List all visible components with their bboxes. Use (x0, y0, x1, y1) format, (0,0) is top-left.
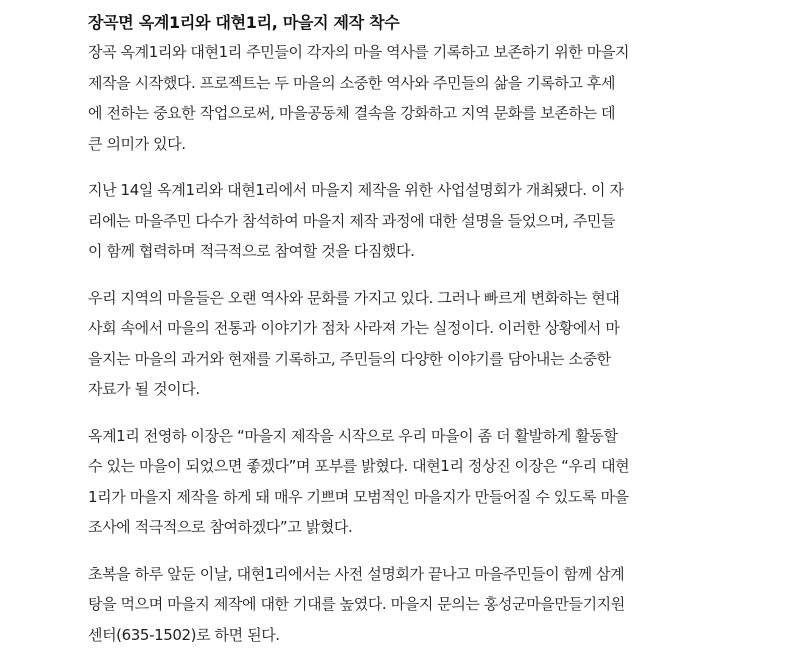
article-paragraph (88, 559, 668, 651)
paragraph-line: 자료가 될 것이다. (88, 380, 200, 398)
paragraph-line: 1리가 마을지 제작을 하게 돼 매우 기쁘며 모범적인 마을지가 만들어질 수 있도록 마을 (88, 487, 629, 506)
article-paragraph (88, 283, 668, 405)
paragraph-line: 우리 지역의 마을들은 오랜 역사와 문화를 가지고 있다. 그러나 빠르게 변화하는 현대 (88, 288, 620, 307)
paragraph-line: 제작을 시작했다. 프로젝트는 두 마을의 소중한 역사와 주민들의 삶을 기록하고 후세 (88, 73, 616, 92)
article-body (88, 37, 668, 650)
article-paragraph (88, 175, 668, 267)
paragraph-line: 사회 속에서 마을의 전통과 이야기가 점차 사라져 가는 실정이다. 이러한 상황에서 마 (88, 319, 620, 337)
paragraph-line: 센터(635-1502)로 하면 된다. (88, 625, 280, 644)
article-paragraph (88, 37, 668, 159)
paragraph-line: 장곡 옥계1리와 대현1리 주민들이 각자의 마을 역사를 기록하고 보존하기 위한 마을지 (88, 43, 630, 61)
paragraph-line: 탕을 먹으며 마을지 제작에 대한 기대를 높였다. 마을지 문의는 홍성군마을만들기지원 (88, 595, 625, 613)
article-title: 장곡면 옥계1리와 대현1리, 마을지 제작 착수 (88, 13, 400, 32)
paragraph-line: 을지는 마을의 과거와 현재를 기록하고, 주민들의 다양한 이야기를 담아내는 소중한 (88, 349, 611, 368)
paragraph-line: 큰 의미가 있다. (88, 134, 186, 153)
paragraph-line: 옥계1리 전영하 이장은 “마을지 제작을 시작으로 우리 마을이 좀 더 활발하게 활동할 (88, 426, 618, 445)
paragraph-line: 수 있는 마을이 되었으면 좋겠다”며 포부를 밝혔다. 대현1리 정상진 이장은 “우리 대현 (88, 457, 630, 475)
paragraph-line: 이 함께 협력하며 적극적으로 참여할 것을 다짐했다. (88, 242, 415, 260)
article-paragraph (88, 421, 668, 543)
paragraph-line: 에 전하는 중요한 작업으로써, 마을공동체 결속을 강화하고 지역 문화를 보존하는 데 (88, 104, 616, 122)
paragraph-line: 조사에 적극적으로 참여하겠다”고 밝혔다. (88, 518, 353, 536)
paragraph-line: 지난 14일 옥계1리와 대현1리에서 마을지 제작을 위한 사업설명회가 개최됐다. 이 자 (88, 181, 624, 199)
paragraph-line: 초복을 하루 앞둔 이날, 대현1리에서는 사전 설명회가 끝나고 마을주민들이 함께 삼계 (88, 564, 625, 583)
article (88, 9, 668, 666)
paragraph-line: 리에는 마을주민 다수가 참석하여 마을지 제작 과정에 대한 설명을 들었으며, 주민들 (88, 211, 616, 230)
